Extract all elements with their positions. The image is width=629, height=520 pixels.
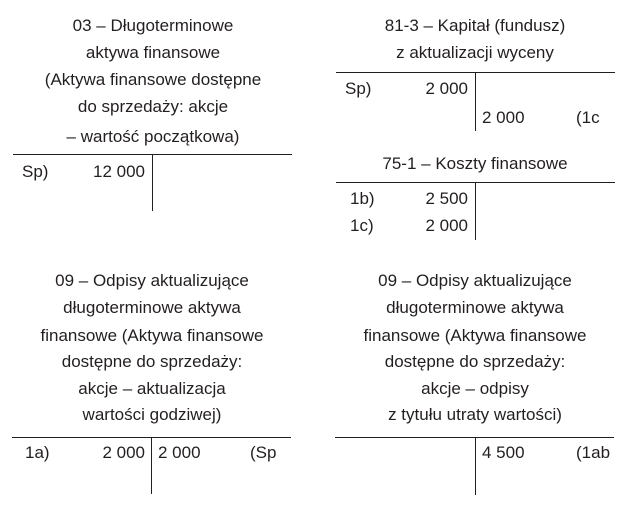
account-title-line: finansowe (Aktywa finansowe [363, 326, 587, 345]
debit-entry-amount: 2 000 [425, 79, 468, 98]
account-title-line: do sprzedaży: akcje [77, 97, 229, 116]
debit-entry-label: Sp) [345, 79, 372, 98]
debit-entry-label: 1c) [350, 216, 374, 235]
account-title-line: wartości godziwej) [82, 405, 222, 424]
debit-entry-label: 1b) [350, 189, 375, 208]
account-title-line: akcje – odpisy [421, 379, 529, 398]
account-title-line: długoterminowe aktywa [386, 298, 564, 317]
account-title-line: z tytułu utraty wartości) [388, 405, 562, 424]
debit-entry-amount: 2 000 [102, 443, 145, 462]
account-title-line: dostępne do sprzedaży: [61, 352, 243, 371]
account-title-line: dostępne do sprzedaży: [384, 352, 566, 371]
debit-entry-amount: 2 500 [425, 189, 468, 208]
account-title-line: 81-3 – Kapitał (fundusz) [384, 16, 566, 35]
credit-entry-amount: 2 000 [158, 443, 201, 462]
account-title-line: (Aktywa finansowe dostępne [44, 70, 262, 89]
credit-entry-label: (Sp [250, 443, 277, 462]
credit-entry-amount: 2 000 [482, 108, 525, 127]
account-title-line: długoterminowe aktywa [63, 298, 241, 317]
t-account-vertical-line [475, 182, 476, 240]
debit-entry-amount: 12 000 [93, 162, 145, 181]
account-title-line: z aktualizacji wyceny [396, 43, 554, 62]
account-title-line: aktywa finansowe [85, 43, 221, 62]
debit-entry-label: Sp) [22, 162, 49, 181]
account-title-line: – wartość początkowa) [66, 127, 240, 146]
debit-entry-label: 1a) [25, 443, 50, 462]
t-account-vertical-line [151, 437, 152, 494]
account-title-line: 03 – Długoterminowe [72, 16, 234, 35]
t-account-vertical-line [152, 154, 153, 211]
credit-entry-label: (1c [576, 108, 600, 127]
credit-entry-amount: 4 500 [482, 443, 525, 462]
t-account-vertical-line [475, 72, 476, 131]
t-account-vertical-line [475, 437, 476, 495]
debit-entry-amount: 2 000 [425, 216, 468, 235]
account-title-line: 09 – Odpisy aktualizujące [378, 271, 572, 290]
account-title-line: 09 – Odpisy aktualizujące [55, 271, 249, 290]
account-title-line: 75-1 – Koszty finansowe [382, 154, 568, 173]
credit-entry-label: (1ab [576, 443, 611, 462]
account-title-line: akcje – aktualizacja [78, 379, 226, 398]
account-title-line: finansowe (Aktywa finansowe [40, 326, 264, 345]
